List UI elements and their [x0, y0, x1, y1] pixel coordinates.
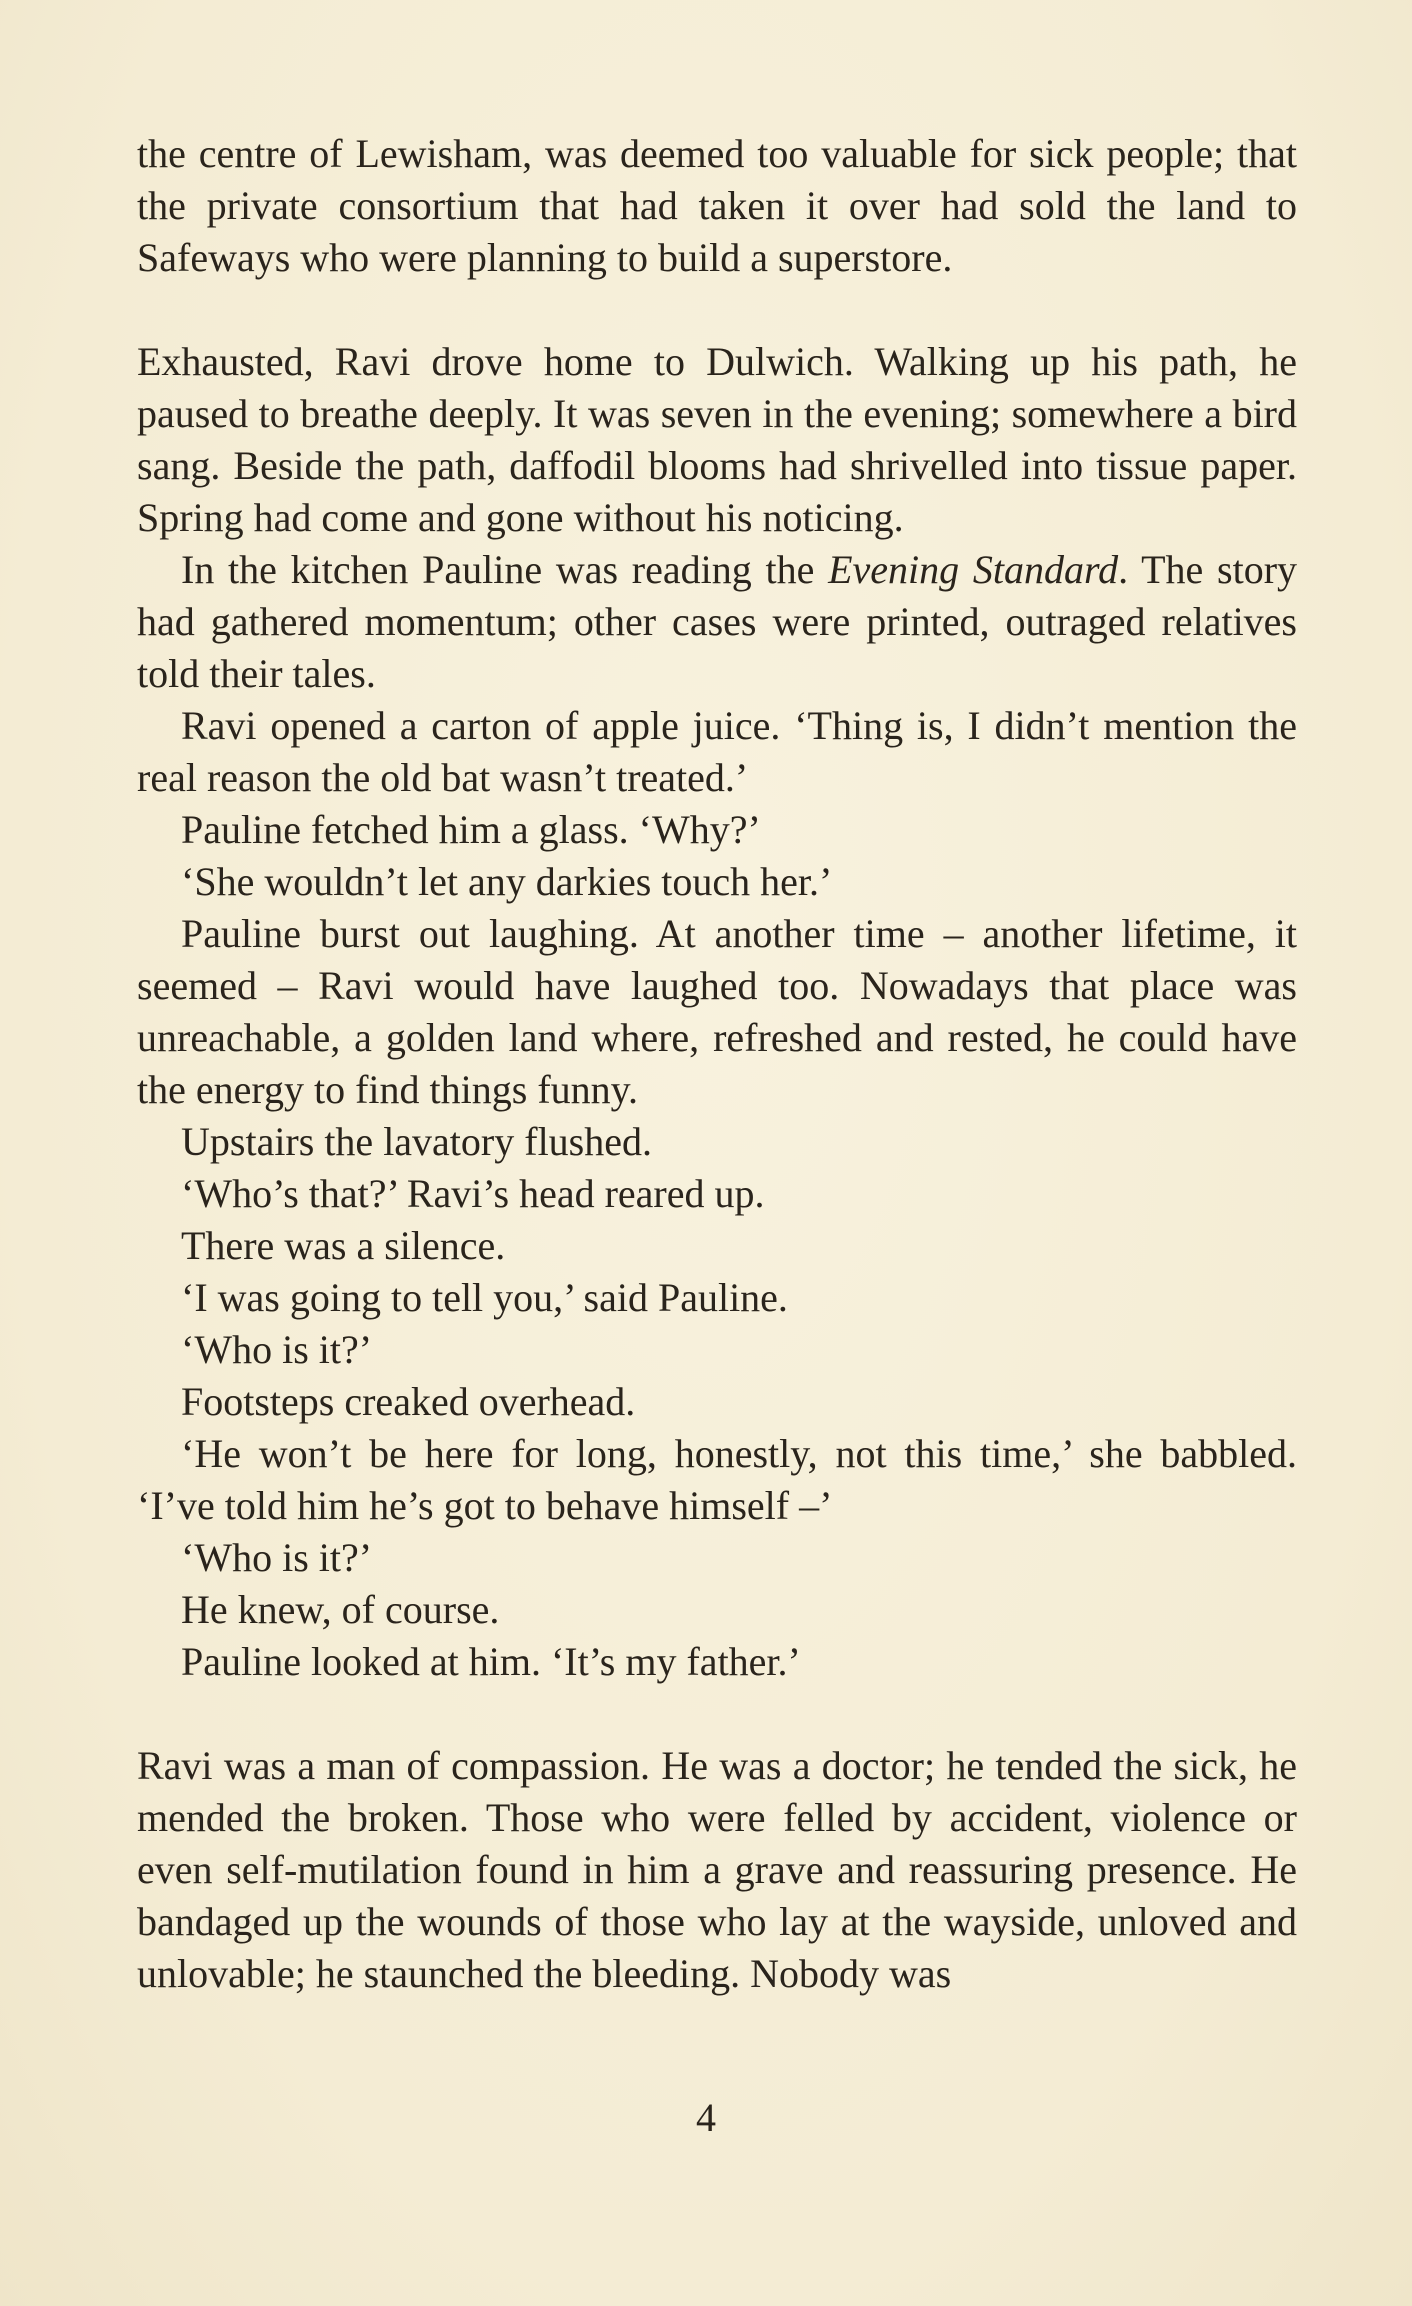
paragraph: ‘Who is it?’	[181, 1535, 373, 1580]
paragraph: ‘Who is it?’	[181, 1327, 373, 1372]
paragraph-text-end: . The story had gathered momentum; other cases were printed, outraged relatives told their tales.	[137, 547, 1298, 696]
paragraph: Pauline looked at him. ‘It’s my father.’	[181, 1639, 801, 1684]
paragraph: ‘She wouldn’t let any darkies touch her.’	[181, 859, 833, 904]
paragraph: Ravi was a man of compassion. He was a doctor; he tended the sick, he mended the broken. Those who were felled by accident, violence or even self-mutilation found in him a grave and reassuring presence. He bandaged up the wounds of those who lay at the wayside, unloved and unlovable; he staunched the bleeding. Nobody was	[137, 1743, 1297, 1996]
paragraph: There was a silence.	[181, 1223, 506, 1268]
paragraph: Pauline fetched him a glass. ‘Why?’	[181, 807, 761, 852]
paragraph: the centre of Lewisham, was deemed too valuable for sick people; that the private consortium that had taken it over had sold the land to Safeways who were planning to build a superstore.	[137, 131, 1297, 280]
paragraph: Exhausted, Ravi drove home to Dulwich. Walking up his path, he paused to breathe deeply. It was seven in the evening; somewhere a bird sang. Beside the path, daffodil blooms had shrivelled into tissue paper. Spring had come and gone without his noticing.	[137, 339, 1297, 540]
paragraph: ‘I was going to tell you,’ said Pauline.	[181, 1275, 788, 1320]
paragraph: Pauline burst out laughing. At another time – another lifetime, it seemed – Ravi would have laughed too. Nowadays that place was unreachable, a golden land where, refreshed and rested, he could have the energy to find things funny.	[137, 911, 1297, 1112]
newspaper-title: Evening Standard	[828, 547, 1119, 592]
paragraph: Upstairs the lavatory flushed.	[181, 1119, 652, 1164]
paragraph-text-start: In the kitchen Pauline was reading the	[181, 547, 829, 592]
page-number: 4	[696, 2095, 716, 2140]
body-text	[137, 128, 1297, 2000]
paragraph	[137, 544, 1297, 700]
paragraph: ‘Who’s that?’ Ravi’s head reared up.	[181, 1171, 765, 1216]
paragraph: Footsteps creaked overhead.	[181, 1379, 636, 1424]
paragraph: ‘He won’t be here for long, honestly, not this time,’ she babbled. ‘I’ve told him he’s got to behave himself –’	[137, 1431, 1297, 1528]
paragraph: He knew, of course.	[181, 1587, 500, 1632]
paragraph: Ravi opened a carton of apple juice. ‘Thing is, I didn’t mention the real reason the old bat wasn’t treated.’	[137, 703, 1297, 800]
